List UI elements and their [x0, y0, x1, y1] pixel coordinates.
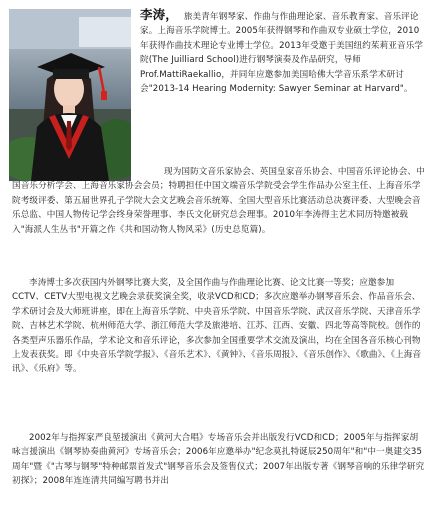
graduate-portrait-illustration — [9, 9, 131, 181]
concerts-publications-paragraph: 2002年与指挥家严良堃援演出《黄河大合唱》专场音乐会并出版发行VCD和CD；2005年与指挥家胡咏言援演出《钢琴协奏曲黄河》专场音乐会；2006年应邀举办"纪念莫扎特诞辰250周年"和"中一奥建交35周年"暨《"古琴与钢琴"特种邮票首发式"钢琴音乐会及签售仪式；2007年出版专著《钢琴音响的乐律学研究初探》；2008年连连清共同编写聘书并出 — [12, 433, 425, 487]
memberships-paragraph: 现为国防文音乐家协会、英国皇家音乐协会、中国音乐评论协会、中国音乐分析学会、上海音乐家协会会员；特聘担任中国文端音乐学院受会学生作品办公室主任、上海音乐学院考级评委、第五届世界孔子学院大会文艺晚会音乐统筹、全国大型音乐比赛活动总决赛评委、大型晚会音乐总监、中国人物传记学会终身荣誉理事、李氏文化研究总会理事。2010年李涛得主艺术同历特邀被载入"海派人生丛书"开篇之作《共和国动物人物风采》(历史总览篇)。 — [12, 167, 425, 235]
awards-performances-paragraph: 李涛博士多次获国内外钢琴比赛大奖，及全国作曲与作曲理论比赛、论文比赛一等奖；应邀参加CCTV、CETV大型电视文艺晚会录获奖演全奖，收录VCD和CD；多次应邀举办钢琴音乐会、作品音乐会、学术研讨会及大师班讲座，即在上海音乐学院、中央音乐学院、中国音乐学院、武汉音乐学院、天津音乐学院、吉林艺术学院、杭州师范大学、浙江师范大学及旅港培、江苏、江西、安徽、四北等高等院校。创作的各类型声乐器乐作品，学术论文和音乐评论，多次参加全国重要学术交流及演出，均在全国各音乐核心刊物上发表获奖。即《中央音乐学院学报》、《音乐艺术》、《黄钟》、《音乐周报》、《音乐创作》、《歌曲》、《上海音讯》、《乐府》等。 — [12, 278, 422, 375]
profile-intro-text: 旅美青年钢琴家、作曲与作曲理论家、音乐教育家、音乐评论家。上海音乐学院博士。2005年获得钢琴和作曲双专业硕士学位，2010年获得作曲技术理论专业博士学位。2013年受邀于美国纽约茱莉亚音乐学院(The Juilliard School)进行钢琴演奏及作品研究，导师Prof.MattiRaekallio，并同年应邀参加美国哈佛大学音乐系学术研讨会"2013-14 Hearing Modernity: Sawyer Seminar at Harvard"。 — [140, 12, 424, 95]
person-name: 李涛， — [140, 7, 178, 22]
portrait-photo — [9, 9, 131, 181]
profile-intro-paragraph — [140, 8, 427, 96]
